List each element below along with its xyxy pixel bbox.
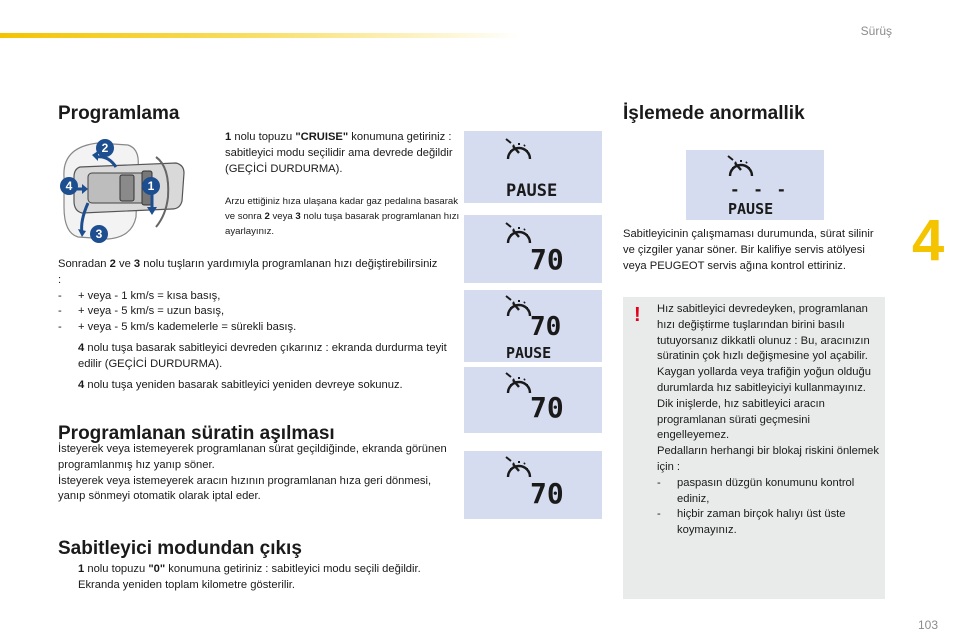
speed-value: 70 bbox=[530, 243, 564, 276]
exit-heading: Sabitleyici modundan çıkış bbox=[58, 538, 302, 559]
overspeed-text: İsteyerek veya istemeyerek programlanan sürat geçildiğinde, ekranda görünen programlanmış hız yanıp söner. İsteyerek veya istemeyerek aracın hızının programlanan hıza geri dönmesi, yanıp sönmeyi otomatik olarak iptal eder. bbox=[58, 443, 447, 503]
steering-control-illustration bbox=[58, 137, 198, 245]
speed-value: 70 bbox=[530, 312, 562, 342]
list-item: - + veya - 5 km/s kademelerle = sürekli basış. bbox=[58, 321, 297, 334]
programming-heading: Programlama bbox=[58, 103, 180, 124]
dashes-text: - - - bbox=[730, 180, 789, 199]
malfunction-text: Sabitleyicinin çalışmaması durumunda, sürat silinir ve çizgiler yanar söner. Bir kalifiye servis atölyesi veya PEUGEOT servis ağına kontrol ettiriniz. bbox=[623, 228, 874, 272]
header-accent-bar bbox=[0, 33, 520, 38]
speed-value: 70 bbox=[530, 391, 564, 424]
callout-4: 4 bbox=[60, 177, 78, 195]
chapter-number: 4 bbox=[912, 208, 945, 273]
cruise-stalk-drawing bbox=[58, 137, 198, 245]
malfunction-heading: İşlemede anormallik bbox=[623, 103, 805, 124]
exit-step: 1 nolu topuzu "0" konumuna getiriniz : sabitleyici modu seçili değildir. Ekranda yeniden toplam kilometre gösterilir. bbox=[58, 562, 443, 594]
display-pause bbox=[464, 131, 602, 203]
list-item: - hiçbir zaman birçok halıyı üst üste koymayınız. bbox=[657, 508, 846, 537]
programming-step-1: 1 nolu topuzu "CRUISE" konumuna getiriniz : sabitleyici modu seçilidir ama devrede değildir (GEÇİCİ DURDURMA). bbox=[205, 130, 453, 177]
bullet-marker bbox=[58, 378, 78, 394]
display-speed-70 bbox=[464, 367, 602, 433]
programming-intro: Sonradan 2 ve 3 nolu tuşların yardımıyla programlanan hızı değiştirebilirsiniz : - + veya - 1 km/s = kısa basış, - + veya - 5 km/s = uzun basış, - + veya - 5 km/s kademelerle = sürekli basış. bbox=[58, 257, 438, 336]
speedometer-icon bbox=[504, 137, 534, 165]
pause-text: PAUSE bbox=[728, 200, 774, 218]
programming-step-4: 4 nolu tuşa yeniden basarak sabitleyici yeniden devreye sokunuz. bbox=[58, 378, 458, 394]
page-number: 103 bbox=[917, 618, 938, 632]
callout-1: 1 bbox=[142, 177, 160, 195]
display-pause-speed bbox=[464, 290, 602, 362]
warning-icon: ! bbox=[634, 304, 641, 326]
speed-value: 70 bbox=[530, 477, 564, 510]
pause-text: PAUSE bbox=[506, 181, 558, 201]
callout-3: 3 bbox=[90, 225, 108, 243]
programming-step-3: 4 nolu tuşa basarak sabitleyici devreden çıkarınız : ekranda durdurma teyit edilir (GEÇİCİ DURDURMA). bbox=[58, 341, 448, 373]
display-speed-70-blinking bbox=[464, 451, 602, 519]
pause-text: PAUSE bbox=[506, 344, 552, 362]
speedometer-icon bbox=[726, 154, 756, 182]
bullet-marker bbox=[205, 194, 225, 239]
bullet-marker bbox=[58, 562, 78, 594]
bullet-marker bbox=[58, 341, 78, 373]
callout-2: 2 bbox=[96, 139, 114, 157]
warning-text: Hız sabitleyici devredeyken, programlanan hızı değiştirme tuşlarından birini basılı tutuyorsanız dikkatli olunuz : Bu, aracınızın süratinin çok hızlı değişmesine yol açabilir. Kaygan yollarda veya trafiğin yoğun olduğu durumlarda hız sabitleyiciyi kullanmayınız. Dik inişlerde, hız sabitleyici aracın programlanan sürati geçmesini engelleyemez. Pedalların herhangi bir blokaj riskini önlemek için : - paspasın düzgün konumunu kontrol ediniz, - hiçbir zaman birçok halıyı üst üste koymayınız. bbox=[657, 302, 879, 539]
programming-step-2: Arzu ettiğiniz hıza ulaşana kadar gaz pedalına basarak ve sonra 2 veya 3 nolu tuşa basarak programlanan hızı ayarlayınız. bbox=[205, 194, 463, 239]
list-item: - + veya - 1 km/s = kısa basış, bbox=[58, 289, 221, 302]
overspeed-heading: Programlanan süratin aşılması bbox=[58, 423, 335, 444]
bullet-marker bbox=[205, 130, 225, 177]
list-item: - paspasın düzgün konumunu kontrol ediniz, bbox=[657, 476, 855, 505]
chapter-title: Sürüş bbox=[860, 24, 892, 38]
display-speed-70 bbox=[464, 215, 602, 283]
display-malfunction bbox=[686, 150, 824, 220]
list-item: - + veya - 5 km/s = uzun basış, bbox=[58, 305, 225, 318]
